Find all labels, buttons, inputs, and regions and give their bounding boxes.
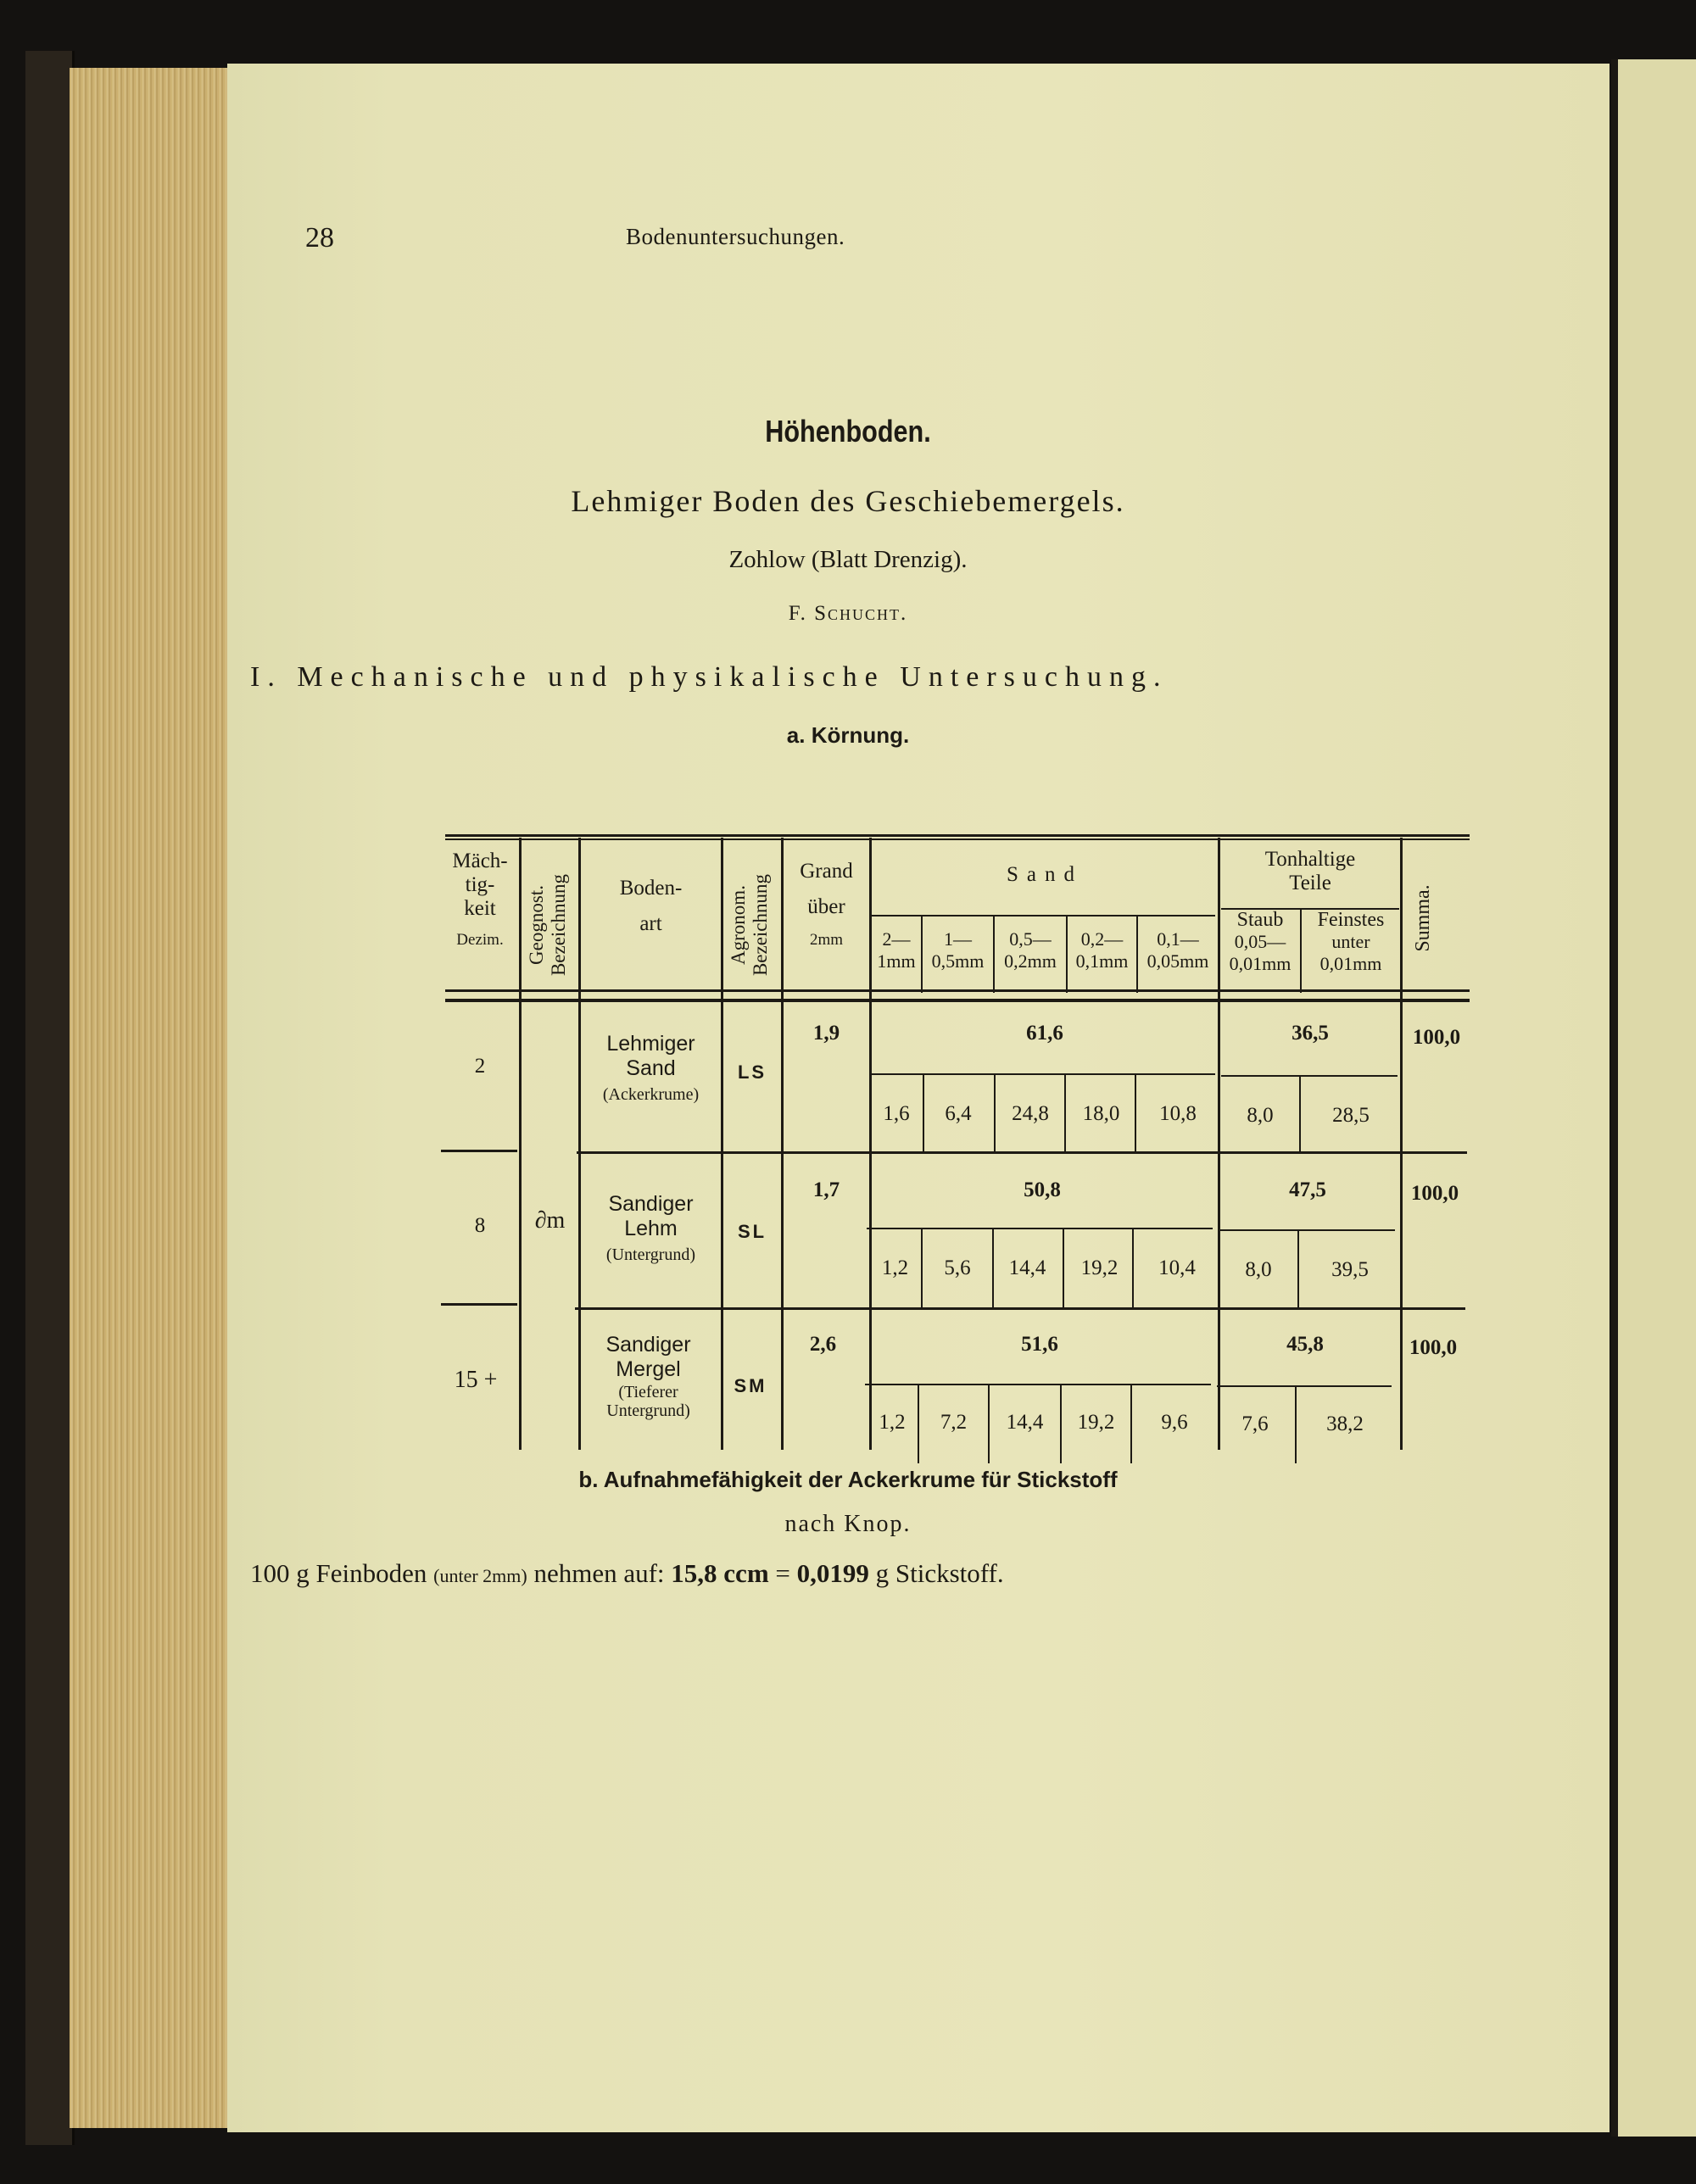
location: Zohlow (Blatt Drenzig). <box>728 546 968 573</box>
book-spine <box>25 51 75 2145</box>
sand-fraction: 10,8 <box>1159 1102 1197 1125</box>
sand-total: 61,6 <box>1026 1022 1063 1045</box>
header-maechtigkeit: Mäch- tig- keit Dezim. <box>452 850 508 949</box>
geognost-value: ∂m <box>534 1207 566 1234</box>
sand-total: 50,8 <box>1024 1178 1061 1201</box>
sand-fraction: 19,2 <box>1077 1411 1115 1434</box>
ton-total: 45,8 <box>1286 1333 1324 1356</box>
grand-value: 1,7 <box>812 1178 840 1201</box>
soil-type: Lehmiger Sand (Ackerkrume) <box>602 1032 700 1104</box>
sand-fraction: 1,2 <box>879 1411 906 1434</box>
summa-value: 100,0 <box>1410 1182 1459 1205</box>
subtitle: Lehmiger Boden des Geschiebemergels. <box>571 484 1125 518</box>
soil-type: Sandiger Mergel (Tieferer Untergrund) <box>605 1333 691 1420</box>
depth-value: 2 <box>474 1055 486 1078</box>
sand-fraction: 7,2 <box>940 1411 968 1434</box>
page-edges <box>70 68 232 2128</box>
header-geognost: Geognost. Bezeichnung <box>526 873 569 977</box>
page-title: Höhenboden. <box>765 414 931 448</box>
ton-total: 47,5 <box>1289 1178 1326 1201</box>
header-sand-02-01: 0,2— 0,1mm <box>1075 928 1129 972</box>
sand-fraction: 19,2 <box>1080 1256 1119 1279</box>
sand-fraction: 5,6 <box>944 1256 971 1279</box>
header-staub: Staub 0,05— 0,01mm <box>1229 909 1292 974</box>
sand-fraction: 24,8 <box>1012 1102 1049 1125</box>
depth-value: 8 <box>474 1214 486 1237</box>
sand-fraction: 6,4 <box>945 1102 972 1125</box>
section-title: I. Mechanische und physikalische Untersuchung. <box>250 661 1169 693</box>
sand-fraction: 14,4 <box>1008 1256 1046 1279</box>
header-sand-1-05: 1— 0,5mm <box>931 928 985 972</box>
nitrogen-statement: 100 g Feinboden (unter 2mm) nehmen auf: 15,8 ccm = 0,0199 g Stickstoff. <box>250 1558 1004 1588</box>
header-tonhaltige: Tonhaltige Teile <box>1264 848 1356 894</box>
sand-fraction: 9,6 <box>1161 1411 1188 1434</box>
adjacent-page <box>1611 59 1696 2137</box>
page-number: 28 <box>305 222 334 254</box>
feinstes-value: 38,2 <box>1326 1412 1364 1435</box>
agronom-code: SL <box>737 1221 767 1242</box>
grand-value: 1,9 <box>812 1022 840 1045</box>
feinstes-value: 39,5 <box>1331 1258 1369 1281</box>
subsection-b-subtitle: nach Knop. <box>784 1511 912 1537</box>
header-sand-01-005: 0,1— 0,05mm <box>1146 928 1209 972</box>
running-head: Bodenuntersuchungen. <box>626 224 845 249</box>
header-sand-05-02: 0,5— 0,2mm <box>1004 928 1057 972</box>
header-sand-2-1: 2— 1mm <box>877 928 916 972</box>
header-grand: Grand über 2mm <box>800 860 853 949</box>
subsection-b-title: b. Aufnahmefähigkeit der Ackerkrume für Stickstoff <box>578 1467 1118 1492</box>
header-sand: Sand <box>1007 863 1083 886</box>
sand-fraction: 10,4 <box>1158 1256 1196 1279</box>
author: F. Schucht. <box>788 602 908 625</box>
agronom-code: LS <box>737 1061 767 1083</box>
header-bodenart: Boden- art <box>619 877 683 935</box>
summa-value: 100,0 <box>1412 1026 1461 1049</box>
sand-fraction: 18,0 <box>1082 1102 1120 1125</box>
staub-value: 8,0 <box>1247 1104 1274 1127</box>
feinstes-value: 28,5 <box>1332 1104 1370 1127</box>
header-summa: Summa. <box>1412 884 1434 952</box>
soil-type: Sandiger Lehm (Untergrund) <box>605 1192 696 1264</box>
staub-value: 8,0 <box>1245 1258 1272 1281</box>
header-feinstes: Feinstes unter 0,01mm <box>1317 909 1385 974</box>
summa-value: 100,0 <box>1409 1336 1458 1359</box>
agronom-code: SM <box>734 1375 767 1396</box>
sand-fraction: 14,4 <box>1006 1411 1044 1434</box>
depth-value: 15 + <box>454 1367 498 1393</box>
sand-total: 51,6 <box>1021 1333 1058 1356</box>
grand-value: 2,6 <box>809 1333 837 1356</box>
subsection-a-title: a. Körnung. <box>786 722 910 748</box>
staub-value: 7,6 <box>1241 1412 1269 1435</box>
sand-fraction: 1,6 <box>883 1102 910 1125</box>
ton-total: 36,5 <box>1292 1022 1329 1045</box>
sand-fraction: 1,2 <box>881 1256 909 1279</box>
header-agronom: Agronom. Bezeichnung <box>728 873 771 977</box>
